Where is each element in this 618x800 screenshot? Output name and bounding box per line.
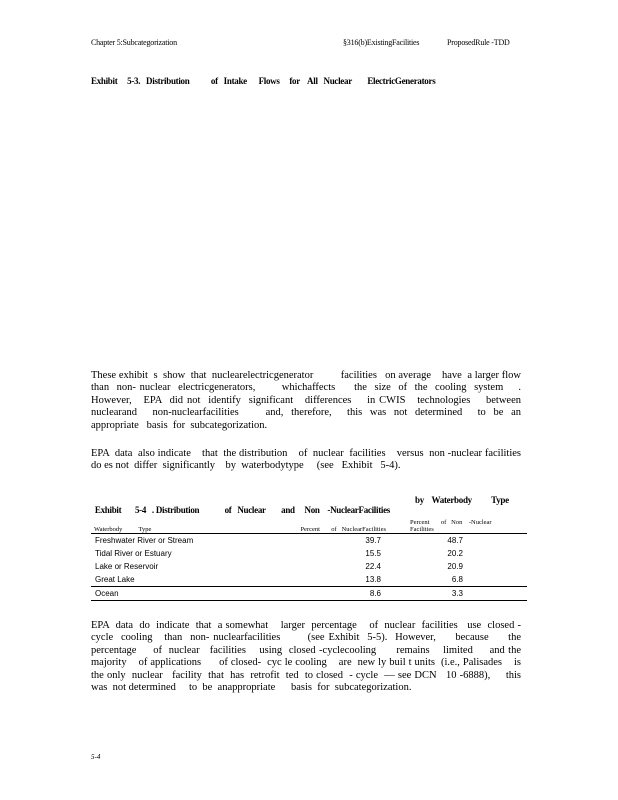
exhibit-5-4-title-right: by Waterbody Type <box>415 495 509 505</box>
cell-nuclear-percent: 15.5 <box>365 549 381 558</box>
column-header-nuclear: Percent of NuclearFacilities <box>300 526 386 533</box>
exhibit-5-3-title: Exhibit 5-3. Distribution of Intake Flows for All Nuclear ElectricGenerators <box>91 76 436 86</box>
table-row <box>91 547 527 560</box>
paragraph-waterbody-distribution: EPA data also indicate that the distribution of nuclear facilities versus non -nuclear facilities do es not differ significantly by waterbodytype (see Exhibit 5-4). <box>91 448 529 472</box>
cell-waterbody-type: Ocean <box>95 589 119 598</box>
exhibit-5-3-figure-area <box>91 92 521 352</box>
exhibit-5-4-title-left: Exhibit 5-4 . Distribution of Nuclear and Non -NuclearFacilities <box>94 505 390 515</box>
column-header-non-nuclear-line2: Facilities <box>410 526 434 533</box>
cell-non-nuclear-percent: 20.2 <box>447 549 463 558</box>
cell-waterbody-type: Lake or Reservoir <box>95 562 159 571</box>
column-header-non-nuclear-line1: Percent of Non -Nuclear <box>410 519 492 526</box>
table-header-row <box>91 509 527 534</box>
cell-nuclear-percent: 8.6 <box>369 589 381 598</box>
cell-non-nuclear-percent: 3.3 <box>451 589 463 598</box>
cell-non-nuclear-percent: 6.8 <box>451 575 463 584</box>
cell-nuclear-percent: 13.8 <box>365 575 381 584</box>
cell-waterbody-type: Freshwater River or Stream <box>95 536 194 545</box>
table-row <box>91 560 527 573</box>
paragraph-nuclear-flow: These exhibit s show that nuclearelectricgenerator facilities on average have a larger flow than non- nuclear electricgenerators, whichaffects the size of the cooling system . However, EPA did not identify significant differences in CWIS technologies between nuclearand non-nuclearfacilities and, therefore, this was not determined to be an appropriate basis for subcategorization. <box>91 370 527 431</box>
cell-waterbody-type: Great Lake <box>95 575 135 584</box>
cell-waterbody-type: Tidal River or Estuary <box>95 549 172 558</box>
cell-nuclear-percent: 39.7 <box>365 536 381 545</box>
column-header-waterbody-type: Waterbody Type <box>94 526 152 533</box>
waterbody-distribution-table <box>91 509 527 601</box>
header-section: §316(b)ExistingFacilities <box>343 38 420 47</box>
table-row <box>91 587 527 601</box>
paragraph-closed-cycle-cooling: EPA data do indicate that a somewhat larger percentage of nuclear facilities use closed - cycle cooling than non- nuclearfacilities (see Exhibit 5-5). However, because the percentage of nuclear facilities using closed -cyclecooling remains limited and the majority of applications of closed- cyc le cooling are new ly buil t units (i.e., Palisades is the only nuclear facility that has retrofit ted to closed - cycle — see DCN 10 -6888), this was not determined to be anappropriate basis for subcategorization. <box>91 620 524 694</box>
cell-non-nuclear-percent: 48.7 <box>447 536 463 545</box>
table-row <box>91 573 527 587</box>
header-chapter: Chapter 5:Subcategorization <box>91 38 177 47</box>
cell-non-nuclear-percent: 20.9 <box>447 562 463 571</box>
column-header-non-nuclear <box>386 509 527 534</box>
page-number: 5-4 <box>91 753 101 761</box>
table-row <box>91 534 527 548</box>
header-rule: ProposedRule -TDD <box>447 38 510 47</box>
cell-nuclear-percent: 22.4 <box>365 562 381 571</box>
